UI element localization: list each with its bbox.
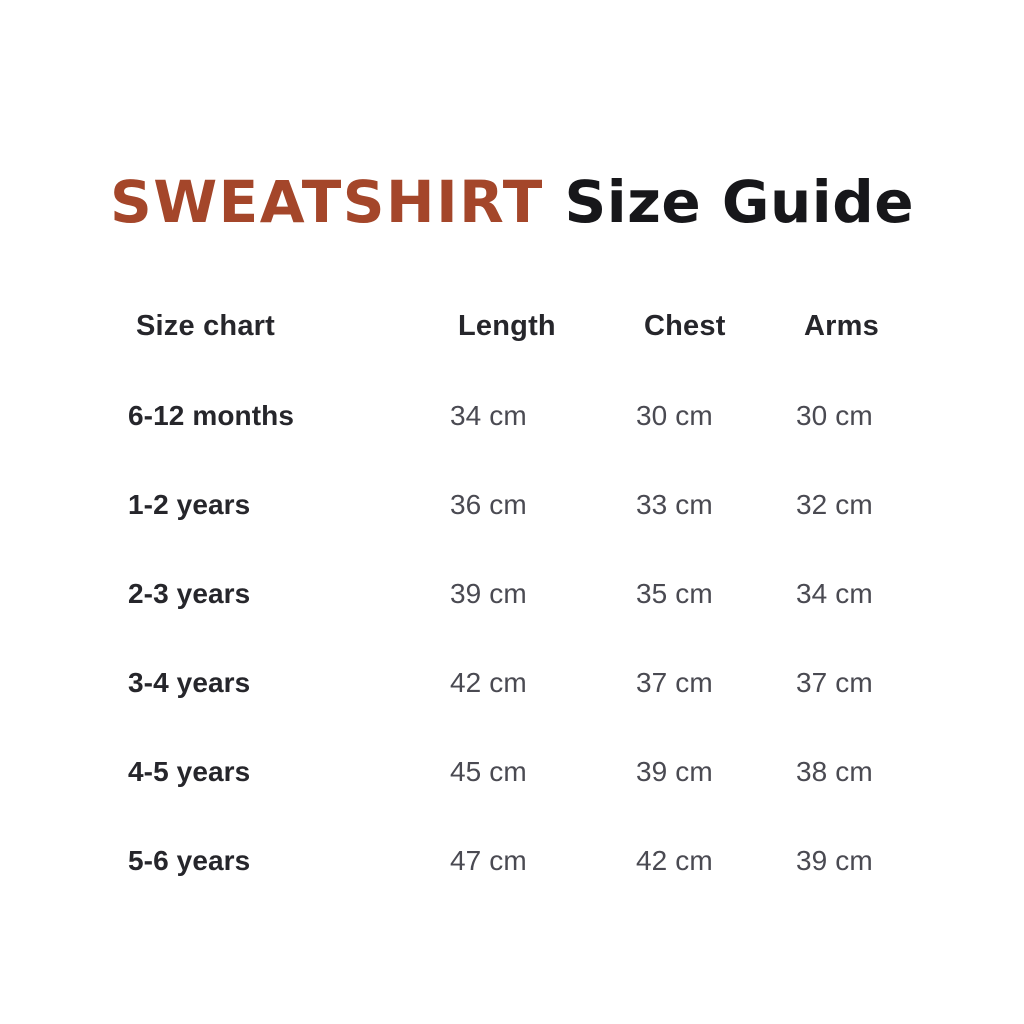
row-chest-value: 30 cm [636,400,713,431]
row-size-label: 5-6 years [128,845,251,876]
row-length-value: 36 cm [450,489,527,520]
column-header-size-chart: Size chart [136,310,275,342]
row-chest-value: 37 cm [636,667,713,698]
row-arms-value: 34 cm [796,578,873,609]
table-row [128,756,898,845]
row-size-label: 4-5 years [128,756,251,787]
row-size-label: 3-4 years [128,667,251,698]
row-arms-value: 32 cm [796,489,873,520]
row-chest-value: 33 cm [636,489,713,520]
row-length-value: 45 cm [450,756,527,787]
row-size-label: 2-3 years [128,578,251,609]
table-row [128,667,898,756]
row-length-value: 42 cm [450,667,527,698]
row-chest-value: 42 cm [636,845,713,876]
page-title-accent: SWEATSHIRT [109,168,544,236]
table-row [128,400,898,489]
table-header-row [128,310,898,400]
table-row [128,489,898,578]
column-header-length: Length [458,310,556,342]
row-chest-value: 35 cm [636,578,713,609]
column-header-chest: Chest [644,310,726,342]
row-arms-value: 30 cm [796,400,873,431]
table-row [128,578,898,667]
row-size-label: 6-12 months [128,400,295,431]
table-row [128,845,898,934]
page-title-rest: Size Guide [543,168,915,236]
row-chest-value: 39 cm [636,756,713,787]
page-title [0,168,1024,236]
row-arms-value: 37 cm [796,667,873,698]
row-size-label: 1-2 years [128,489,251,520]
row-length-value: 34 cm [450,400,527,431]
row-length-value: 39 cm [450,578,527,609]
row-arms-value: 39 cm [796,845,873,876]
row-length-value: 47 cm [450,845,527,876]
row-arms-value: 38 cm [796,756,873,787]
size-chart-table [128,310,898,934]
column-header-arms: Arms [804,310,879,342]
